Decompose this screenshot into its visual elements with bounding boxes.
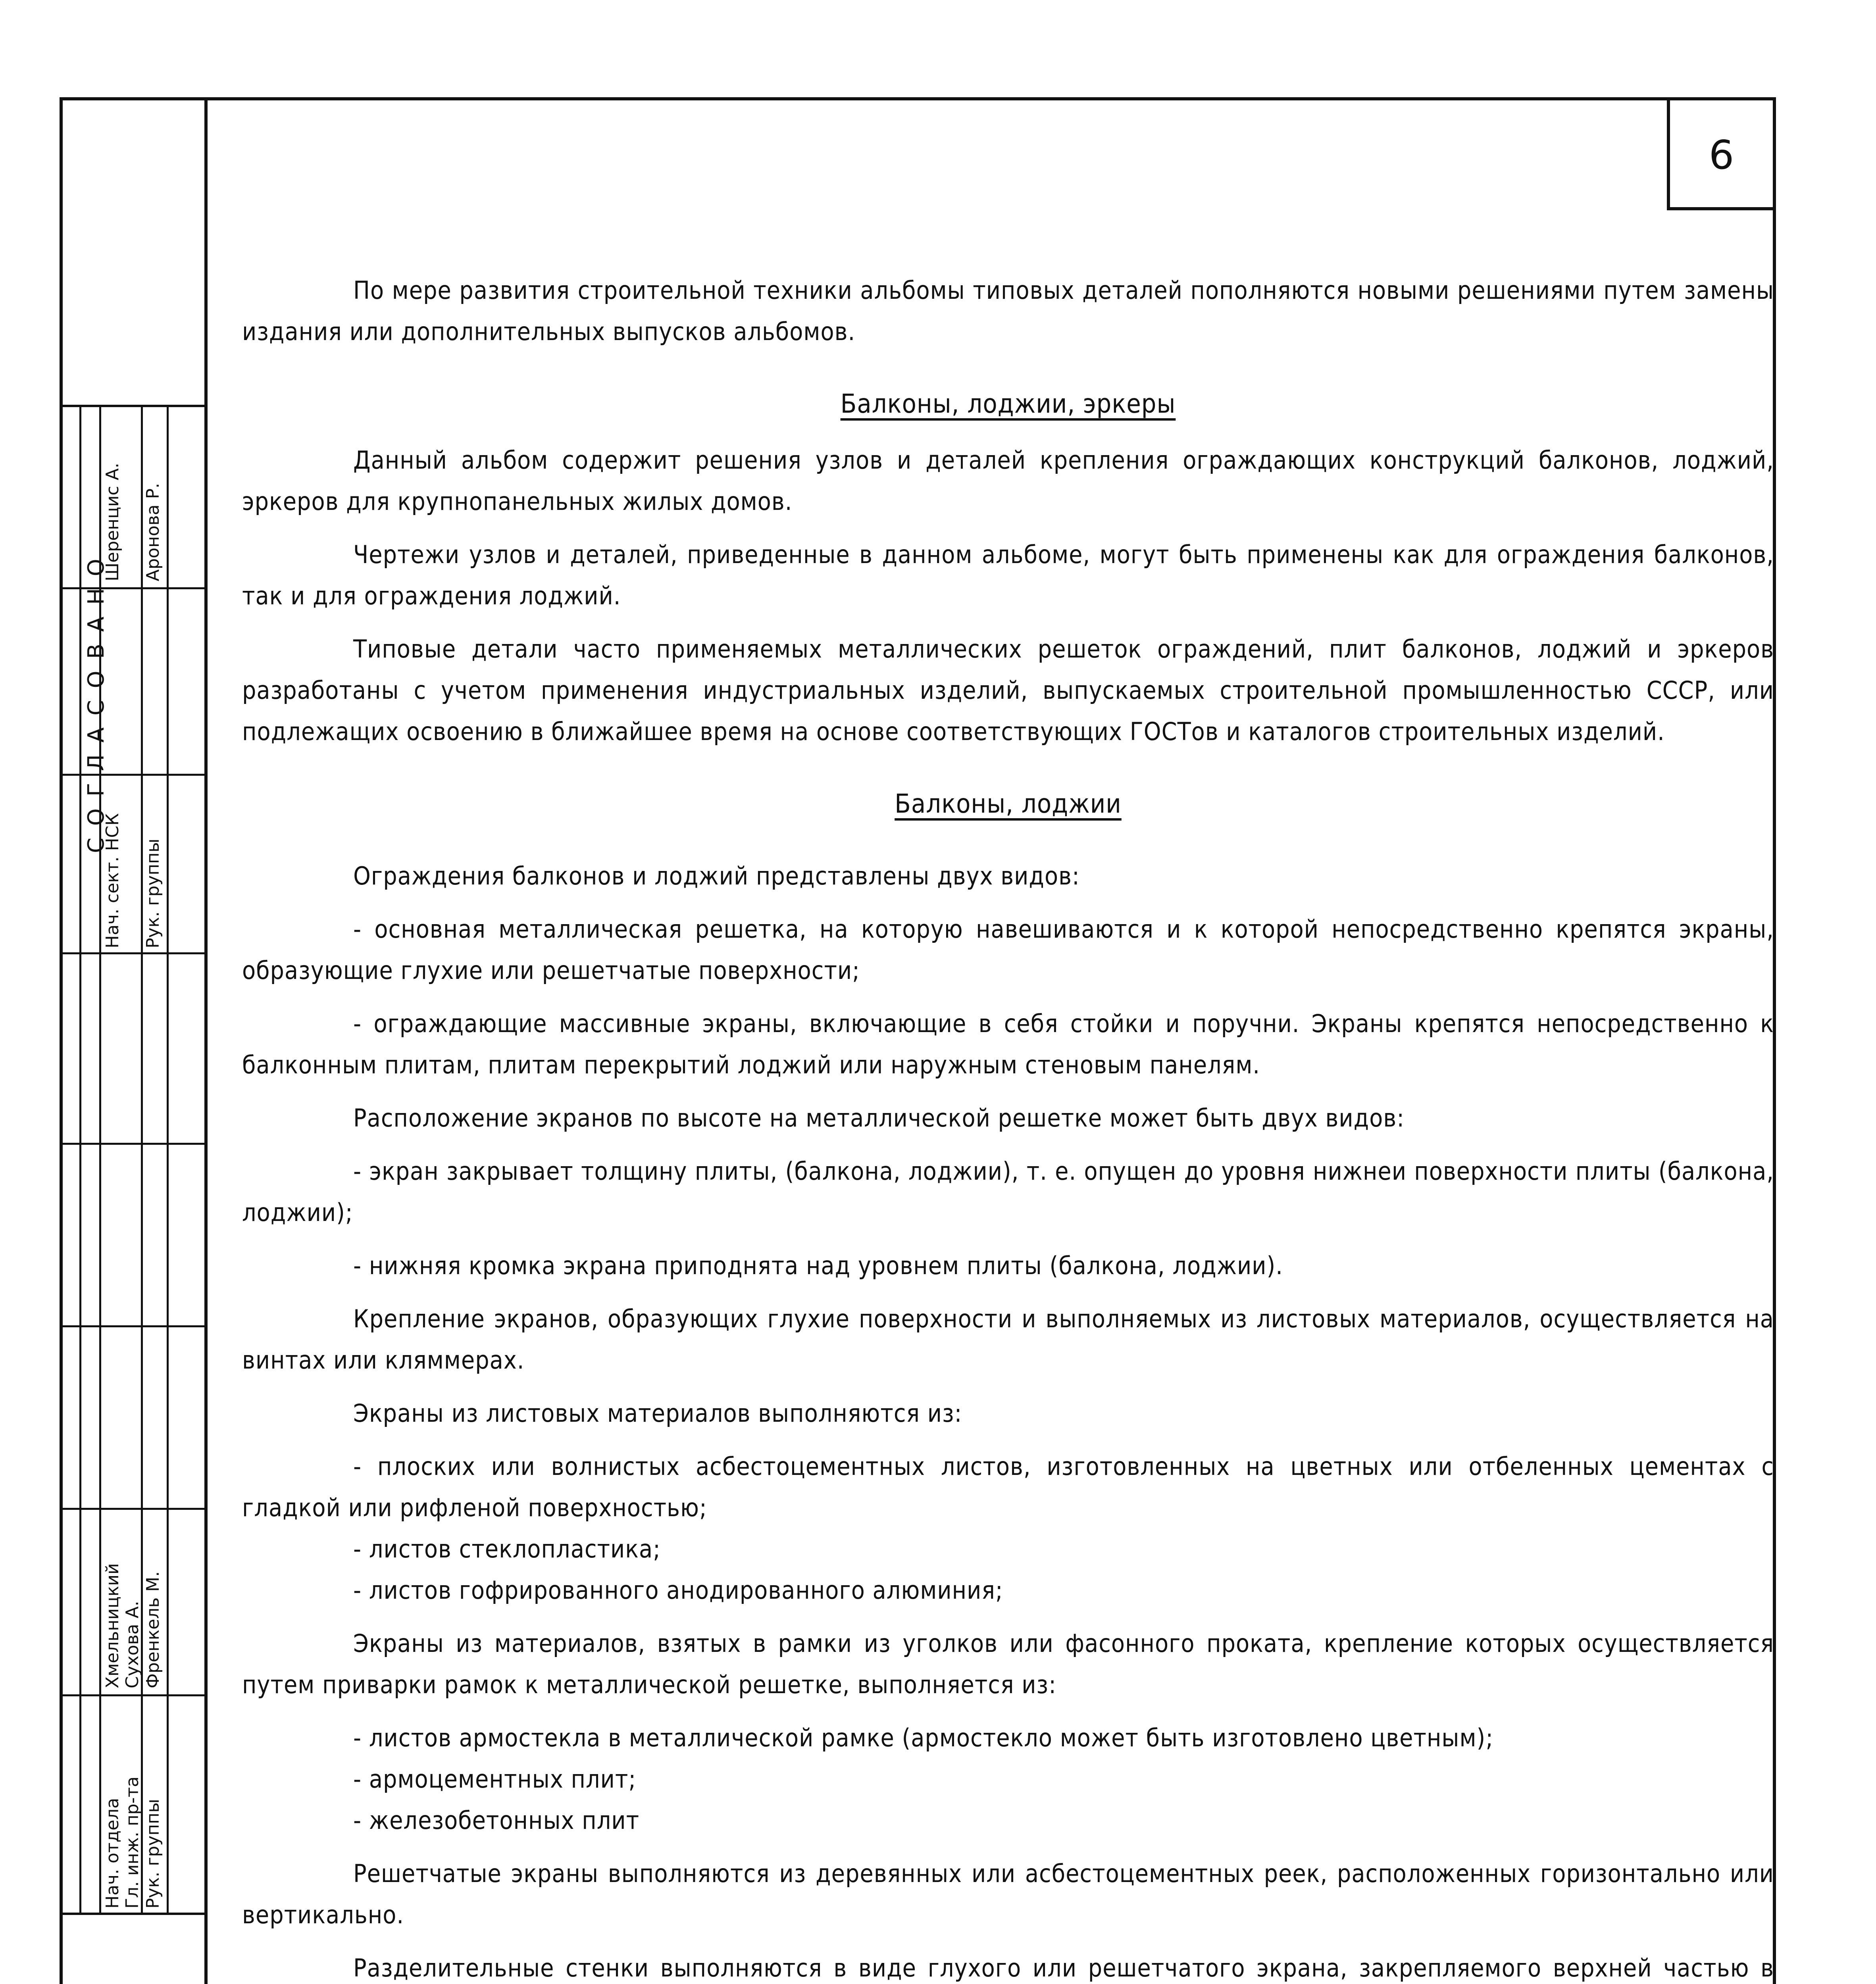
paragraph: - листов гофрированного анодированного алюминия; (353, 1576, 1003, 1605)
paragraph: Данный альбом содержит решения узлов и деталей крепления ограждающих конструкций балконов, лоджий, эркеров для крупнопанельных жилых домов. (242, 446, 1774, 516)
paragraph: Решетчатые экраны выполняются из деревянных или асбестоцементных реек, расположенных горизонтально или вертикально. (242, 1859, 1774, 1929)
paragraph: Ограждения балконов и лоджий представлены двух видов: (353, 861, 1080, 890)
paragraph: - армоцементных плит; (353, 1765, 637, 1794)
stamp-role-3: Нач. отдела (102, 1798, 123, 1909)
explanatory-text (242, 270, 1774, 1984)
paragraph: Экраны из материалов, взятых в рамки из уголков или фасонного проката, крепление которых осуществляется путем приварки рамок к металлической решетке, выполняется из: (242, 1629, 1774, 1699)
paragraph: Типовые детали часто применяемых металлических решеток ограждений, плит балконов, лоджий и эркеров разработаны с учетом применения индустриальных изделий, выпускаемых строительной промышленностью СССР, или подлежащих освоению в ближайшее время на основе соответствующих ГОСТов и каталогов строительных изделий. (242, 634, 1774, 746)
stamp-name-5: Френкель М. (143, 1571, 163, 1688)
intro-paragraph: По мере развития строительной техники альбомы типовых деталей пополняются новыми решениями путем замены издания или дополнительных выпусков альбомов. (242, 276, 1774, 346)
stamp-name-3: Хмельницкий (102, 1563, 123, 1688)
paragraph: - железобетонных плит (353, 1806, 640, 1835)
paragraph: - плоских или волнистых асбестоцементных листов, изготовленных на цветных или отбеленных цементах с гладкой или рифленой поверхностью; (242, 1452, 1774, 1522)
paragraph: - листов армостекла в металлической рамке (армостекло может быть изготовлено цветным); (353, 1723, 1494, 1752)
paragraph: - основная металлическая решетка, на которую навешиваются и к которой непосредственно крепятся экраны, образующие глухие или решетчатые поверхности; (242, 915, 1774, 985)
stamp-role-2: Рук. группы (143, 838, 163, 948)
paragraph: - листов стеклопластика; (353, 1534, 661, 1563)
paragraph: - ограждающие массивные экраны, включающие в себя стойки и поручни. Экраны крепятся непосредственно к балконным плитам, плитам перекрытий лоджий или наружным стеновым панелям. (242, 1009, 1774, 1079)
paragraph: Разделительные стенки выполняются в виде глухого или решетчатого экрана, закрепляемого верхней частью в (353, 1953, 1774, 1982)
paragraph: - нижняя кромка экрана приподнята над уровнем плиты (балкона, лоджии). (353, 1251, 1283, 1280)
page-number: 6 (1709, 131, 1734, 178)
stamp-role-1: Нач. сект. НСК (102, 813, 123, 948)
section-heading-1: Балконы, лоджии, эркеры (840, 388, 1176, 419)
agreed-label: С О Г Л А С О В А Н О (83, 556, 109, 853)
paragraph: Крепление экранов, образующих глухие поверхности и выполняемых из листовых материалов, осуществляется на винтах или кляммерах. (242, 1304, 1774, 1375)
paragraph: Расположение экранов по высоте на металлической решетке может быть двух видов: (353, 1104, 1405, 1132)
stamp-role-4: Гл. инж. пр-та (122, 1776, 142, 1909)
paragraph: Экраны из листовых материалов выполняются из: (353, 1399, 962, 1428)
paragraph: - экран закрывает толщину плиты, (балкона, лоджии), т. е. опущен до уровня нижнеи поверхности плиты (балкона, лоджии); (242, 1157, 1774, 1227)
paragraph: Чертежи узлов и деталей, приведенные в данном альбоме, могут быть применены как для ограждения балконов, так и для ограждения лоджий. (242, 540, 1774, 610)
stamp-name-4: Сухова А. (122, 1601, 142, 1688)
stamp-name-1: Шеренцис А. (102, 463, 123, 581)
stamp-column-divider (204, 97, 208, 1984)
stamp-name-2: Аронова Р. (143, 483, 163, 581)
stamp-role-5: Рук. группы (143, 1799, 163, 1909)
section-heading-2: Балконы, лоджии (895, 788, 1122, 819)
